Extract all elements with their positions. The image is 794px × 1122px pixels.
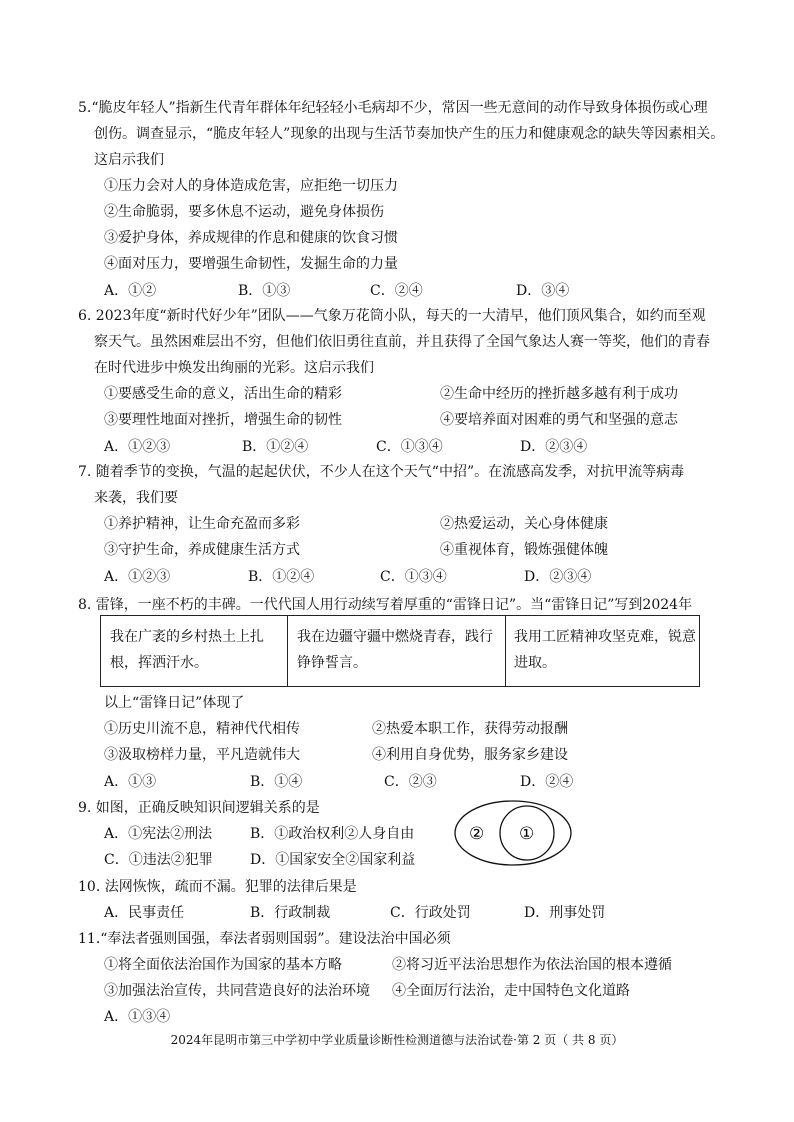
q7-stem-line-1: 7. 随着季节的变换，气温的起起伏伏，不少人在这个天气“中招”。在流感高发季，对抗甲流等病毒 — [78, 464, 685, 480]
q10-option-d: D．刑事处罚 — [524, 905, 606, 921]
q11-statement-3: ③加强法治宣传，共同营造良好的法治环境 — [104, 983, 370, 999]
q11-option-a: A．①③④ — [104, 1009, 171, 1025]
q8-diary-table — [100, 615, 700, 687]
q9-venn-diagram — [448, 798, 578, 868]
q9-option-b: B．①政治权利②人身自由 — [250, 826, 415, 842]
q8-stem-line-1: 8. 雷锋，一座不朽的丰碑。一代代国人用行动续写着厚重的“雷锋日记”。当“雷锋日记”写到2024年 — [78, 597, 693, 613]
page-footer: 2024年昆明市第三中学初中学业质量诊断性检测道德与法治试卷·第 2 页（ 共 8 页） — [170, 1033, 624, 1047]
q5-stem-line-3: 这启示我们 — [94, 152, 164, 168]
q8-option-c: C．②③ — [384, 774, 437, 790]
q10-stem: 10. 法网恢恢，疏而不漏。犯罪的法律后果是 — [78, 879, 357, 895]
q8-option-a: A．①③ — [104, 774, 157, 790]
q9-outer-label: ② — [469, 824, 485, 844]
q9-inner-label: ① — [519, 824, 535, 844]
q5-option-d: D．③④ — [516, 283, 570, 299]
q7-option-c: C．①③④ — [380, 569, 447, 585]
q5-option-b: B．①③ — [238, 283, 291, 299]
q10-option-c: C．行政处罚 — [390, 905, 471, 921]
q10-option-a: A．民事责任 — [104, 905, 185, 921]
q7-statement-4: ④重视体育，锻炼强健体魄 — [440, 542, 608, 558]
q8-option-d: D．②④ — [520, 774, 574, 790]
q8-cell-3-line-1: 我用工匠精神攻坚克难，锐意 — [514, 629, 696, 645]
q6-option-a: A．①②③ — [104, 439, 171, 455]
q8-statement-1: ①历史川流不息，精神代代相传 — [104, 721, 300, 737]
q6-option-d: D．②③④ — [520, 439, 588, 455]
q10-option-b: B．行政制裁 — [250, 905, 331, 921]
q8-statement-4: ④利用自身优势，服务家乡建设 — [372, 747, 568, 763]
q6-stem-line-3: 在时代进步中焕发出绚丽的光彩。这启示我们 — [94, 360, 374, 376]
q5-stem-line-2: 创伤。调查显示，“脆皮年轻人”现象的出现与生活节奏加快产生的压力和健康观念的缺失等因素相关。 — [94, 126, 725, 142]
q9-option-c: C．①违法②犯罪 — [104, 852, 213, 868]
q7-option-a: A．①②③ — [104, 569, 171, 585]
q8-cell-2-line-1: 我在边疆守疆中燃烧青春，践行 — [297, 629, 493, 645]
q6-stem-line-2: 察天气。虽然困难层出不穷，但他们依旧勇往直前，并且获得了全国气象达人赛一等奖，他们的青春 — [94, 334, 710, 350]
q7-option-d: D．②③④ — [524, 569, 592, 585]
q6-statement-3: ③要理性地面对挫折，增强生命的韧性 — [104, 412, 342, 428]
q8-option-b: B．①④ — [250, 774, 303, 790]
q11-stem: 11.“奉法者强则国强，奉法者弱则国弱”。建设法治中国必须 — [78, 931, 451, 947]
q5-statement-4: ④面对压力，要增强生命韧性，发掘生命的力量 — [104, 256, 398, 272]
q8-cell-1-line-1: 我在广袤的乡村热土上扎 — [110, 629, 264, 645]
q5-statement-3: ③爱护身体，养成规律的作息和健康的饮食习惯 — [104, 230, 398, 246]
q8-cell-2-line-2: 铮铮誓言。 — [297, 655, 367, 671]
q5-statement-1: ①压力会对人的身体造成危害，应拒绝一切压力 — [104, 178, 398, 194]
q6-statement-4: ④要培养面对困难的勇气和坚强的意志 — [440, 412, 678, 428]
q11-statement-4: ④全面厉行法治，走中国特色文化道路 — [392, 983, 630, 999]
q7-statement-2: ②热爱运动，关心身体健康 — [440, 516, 608, 532]
q9-option-a: A．①宪法②刑法 — [104, 826, 213, 842]
q8-cell-1-line-2: 根，挥洒汗水。 — [110, 655, 208, 671]
q8-statement-2: ②热爱本职工作，获得劳动报酬 — [372, 721, 568, 737]
q7-statement-1: ①养护精神，让生命充盈而多彩 — [104, 516, 300, 532]
q9-stem: 9. 如图，正确反映知识间逻辑关系的是 — [78, 800, 320, 816]
q7-statement-3: ③守护生命，养成健康生活方式 — [104, 542, 300, 558]
q8-table-divider-2 — [505, 616, 506, 686]
q11-statement-1: ①将全面依法治国作为国家的基本方略 — [104, 957, 342, 973]
q5-statement-2: ②生命脆弱，要多休息不运动，避免身体损伤 — [104, 204, 384, 220]
q6-statement-1: ①要感受生命的意义，活出生命的精彩 — [104, 386, 342, 402]
q8-stem-line-2: 以上“雷锋日记”体现了 — [104, 695, 245, 711]
q7-option-b: B．①②④ — [248, 569, 315, 585]
q6-statement-2: ②生命中经历的挫折越多越有利于成功 — [440, 386, 678, 402]
q7-stem-line-2: 来袭，我们要 — [94, 490, 178, 506]
q8-statement-3: ③汲取榜样力量，平凡造就伟大 — [104, 747, 300, 763]
q8-table-divider-1 — [287, 616, 288, 686]
q8-cell-3-line-2: 进取。 — [514, 655, 556, 671]
q11-statement-2: ②将习近平法治思想作为依法治国的根本遵循 — [392, 957, 672, 973]
q5-option-c: C．②④ — [370, 283, 423, 299]
q5-stem-line-1: 5.“脆皮年轻人”指新生代青年群体年纪轻轻小毛病却不少，常因一些无意间的动作导致身体损伤或心理 — [78, 100, 708, 116]
q6-option-c: C．①③④ — [376, 439, 443, 455]
q5-option-a: A．①② — [104, 283, 157, 299]
q6-stem-line-1: 6. 2023年度“新时代好少年”团队——气象万花筒小队，每天的一大清早，他们顶风集合，如约而至观 — [78, 308, 706, 324]
q9-option-d: D．①国家安全②国家利益 — [250, 852, 416, 868]
q6-option-b: B．①②④ — [242, 439, 309, 455]
